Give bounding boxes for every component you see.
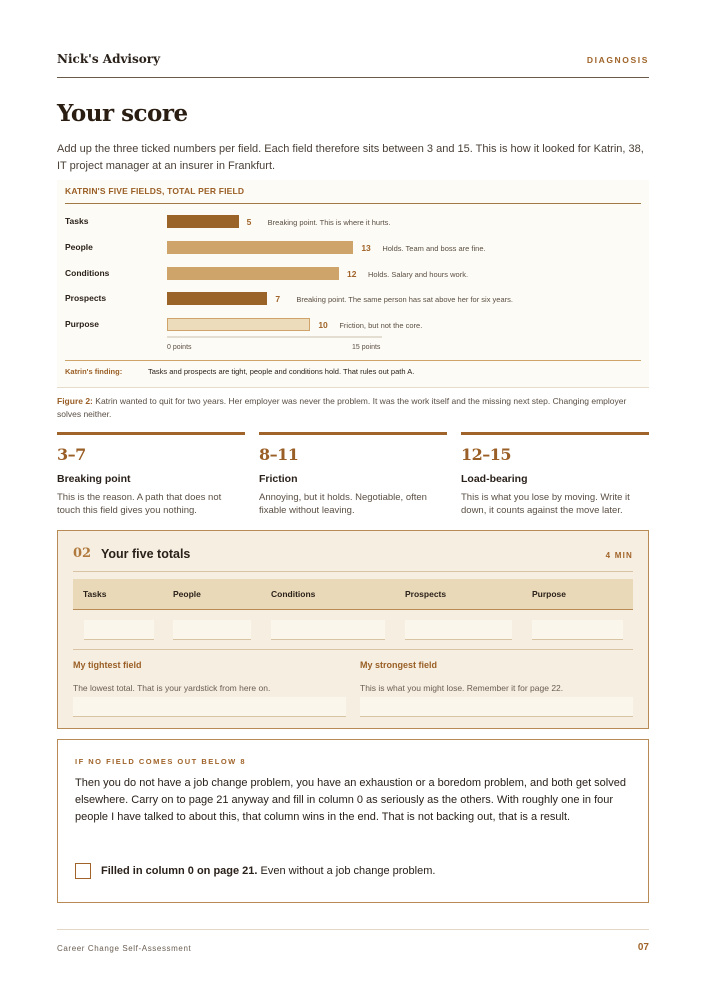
- conditions-total-input[interactable]: [271, 620, 385, 640]
- checkbox-label-rest: Even without a job change problem.: [260, 865, 436, 877]
- strongest-field-input[interactable]: [360, 697, 633, 717]
- intro-text: Add up the three ticked numbers per field. Each field therefore sits between 3 and 15. This is how it looked for Katrin, 38, IT project manager at an insurer in Frankfurt.: [57, 143, 644, 172]
- bar-conditions: [167, 267, 339, 280]
- chart-row-conditions: [65, 265, 641, 283]
- category-label: Tasks: [65, 216, 89, 226]
- column-header-purpose: Purpose: [532, 589, 567, 599]
- tightest-field-input[interactable]: [73, 697, 346, 717]
- category-label: Purpose: [65, 319, 100, 330]
- figure-title: KATRIN'S FIVE FIELDS, TOTAL PER FIELD: [65, 186, 641, 204]
- tightest-field-label: My tightest field: [73, 660, 142, 670]
- bar-value-label: 7: [275, 294, 281, 305]
- people-total-input[interactable]: [173, 620, 251, 640]
- bar-annotation: Breaking point. This is where it hurts.: [267, 218, 391, 227]
- caption-text: Katrin wanted to quit for two years. Her employer was never the problem. It was the work itself and the missing next step. Changing employer solves neither.: [57, 396, 627, 419]
- strongest-field-help: This is what you might lose. Remember it for page 22.: [360, 683, 564, 693]
- exercise-panel: [57, 530, 649, 729]
- totals-table-header: [73, 579, 633, 610]
- page-number: 07: [637, 942, 649, 953]
- brand-name: Nick's Advisory: [57, 52, 161, 66]
- section-tag: DIAGNOSIS: [586, 55, 649, 65]
- range-name: Load-bearing: [461, 473, 528, 485]
- page-footer: [57, 929, 649, 959]
- axis-min-label: 0 points: [167, 344, 192, 351]
- figure-finding: [65, 360, 641, 378]
- callout-text: Then you do not have a job change problem, you have an exhaustion or a boredom problem, and both get solved elsewhere. Carry on to page 21 anyway and fill in column 0 as seriously as the others. With roughly one in four people I have talked to about this, that column wins in the end. That is not backing out, that is a result.: [75, 777, 626, 823]
- strongest-field-label: My strongest field: [360, 660, 438, 670]
- category-label: Prospects: [65, 293, 107, 304]
- range-breaking-point: [57, 432, 245, 516]
- axis-max-label: 15 points: [352, 344, 381, 351]
- column-zero-checkbox[interactable]: [75, 863, 91, 879]
- category-label: Conditions: [65, 267, 110, 278]
- bar-purpose: [167, 318, 310, 331]
- range-load-bearing: [461, 432, 649, 516]
- range-number: 3–7: [57, 445, 86, 464]
- tightest-field-help: The lowest total. That is your yardstick from here on.: [73, 683, 271, 693]
- footer-title: Career Change Self-Assessment: [57, 944, 192, 953]
- bar-annotation: Breaking point. The same person has sat above her for six years.: [296, 295, 513, 305]
- range-number: 12–15: [461, 445, 512, 464]
- bar-annotation: Friction, but not the core.: [339, 321, 423, 331]
- bar-annotation: Holds. Salary and hours work.: [368, 269, 469, 279]
- bar-prospects: [167, 292, 267, 305]
- bar-value-label: 10: [318, 320, 328, 331]
- chart-row-purpose: [65, 316, 641, 334]
- chart-row-people: [65, 239, 641, 257]
- divider: [73, 649, 633, 650]
- page-title: Your score: [57, 100, 188, 127]
- caption-label: Figure 2:: [57, 396, 93, 406]
- checkbox-label: [101, 865, 435, 877]
- exercise-title: Your five totals: [101, 547, 191, 561]
- range-name: Breaking point: [57, 473, 131, 485]
- exercise-time: 4 MIN: [605, 551, 633, 560]
- chart-row-prospects: [65, 290, 641, 308]
- callout-tag: IF NO FIELD COMES OUT BELOW 8: [75, 757, 246, 766]
- finding-text: Tasks and prospects are tight, people and conditions hold. That rules out path A.: [148, 367, 415, 376]
- checkbox-label-bold: Filled in column 0 on page 21.: [101, 865, 258, 877]
- range-name: Friction: [259, 473, 298, 485]
- category-label: People: [65, 241, 93, 252]
- exercise-number: 02: [73, 546, 92, 561]
- bar-people: [167, 241, 353, 254]
- range-description: This is what you lose by moving. Write it down, it counts against the move later.: [461, 492, 630, 516]
- column-header-tasks: Tasks: [83, 589, 107, 599]
- tasks-total-input[interactable]: [84, 620, 154, 640]
- divider: [73, 571, 633, 572]
- bar-value-label: 12: [347, 268, 357, 279]
- bar-tasks: [167, 215, 239, 228]
- purpose-total-input[interactable]: [532, 620, 623, 640]
- range-friction: [259, 432, 447, 516]
- range-number: 8–11: [259, 445, 299, 464]
- range-description: This is the reason. A path that does not touch this field gives you nothing.: [57, 492, 222, 516]
- chart-row-tasks: [65, 213, 641, 231]
- bar-annotation: Holds. Team and boss are fine.: [382, 243, 486, 253]
- figure-caption: [57, 395, 649, 421]
- prospects-total-input[interactable]: [405, 620, 512, 640]
- column-header-prospects: Prospects: [405, 589, 447, 599]
- range-description: Annoying, but it holds. Negotiable, often fixable without leaving.: [259, 492, 427, 516]
- column-header-conditions: Conditions: [271, 589, 316, 599]
- finding-label: Katrin's finding:: [65, 367, 123, 376]
- page-header: [57, 52, 649, 78]
- bar-value-label: 13: [361, 242, 371, 253]
- bar-value-label: 5: [246, 217, 252, 227]
- column-header-people: People: [173, 589, 201, 599]
- score-figure: [57, 180, 649, 388]
- callout-box: [57, 739, 649, 903]
